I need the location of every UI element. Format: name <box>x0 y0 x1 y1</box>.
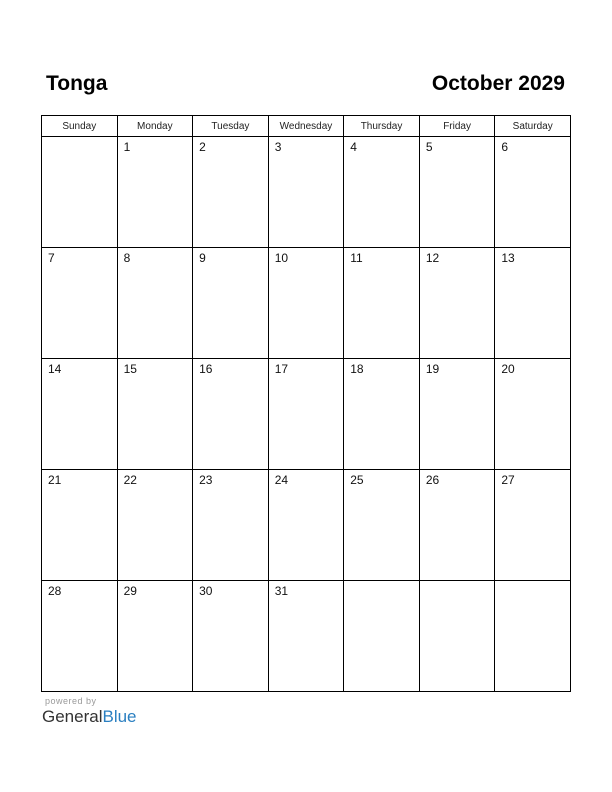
day-cell <box>344 470 420 581</box>
day-cell <box>42 359 118 470</box>
day-number <box>495 581 570 584</box>
day-cell <box>117 581 193 692</box>
day-cell <box>193 137 269 248</box>
day-number: 10 <box>274 251 289 265</box>
day-cell <box>419 581 495 692</box>
week-row <box>42 137 571 248</box>
weekday-header: Saturday <box>495 116 571 137</box>
day-number: 19 <box>425 362 440 376</box>
day-cell <box>495 359 571 470</box>
day-number: 1 <box>123 140 131 154</box>
day-number: 18 <box>350 362 364 376</box>
powered-by-text: powered by <box>45 696 97 706</box>
day-number: 21 <box>48 473 62 487</box>
day-cell <box>42 581 118 692</box>
day-number: 12 <box>425 251 440 265</box>
day-number: 13 <box>501 251 515 265</box>
day-number: 20 <box>501 362 515 376</box>
week-row <box>42 581 571 692</box>
day-cell <box>268 248 344 359</box>
day-number: 4 <box>350 140 357 154</box>
day-number: 17 <box>274 362 289 376</box>
day-number: 28 <box>48 584 62 598</box>
day-cell <box>117 470 193 581</box>
day-number: 25 <box>350 473 364 487</box>
day-number: 16 <box>199 362 213 376</box>
day-number: 31 <box>274 584 289 598</box>
country-title: Tonga <box>46 72 108 95</box>
day-number: 8 <box>123 251 131 265</box>
day-cell <box>495 137 571 248</box>
day-cell <box>495 470 571 581</box>
day-cell <box>193 581 269 692</box>
day-cell <box>495 248 571 359</box>
week-row <box>42 470 571 581</box>
weekday-header: Sunday <box>42 116 118 137</box>
day-number: 5 <box>425 140 433 154</box>
footer <box>42 696 137 727</box>
day-number: 7 <box>48 251 55 265</box>
day-cell <box>42 470 118 581</box>
weekday-header: Friday <box>419 116 495 137</box>
day-number <box>344 581 419 584</box>
day-number: 30 <box>199 584 213 598</box>
day-cell <box>419 137 495 248</box>
month-year-title: October 2029 <box>431 72 565 95</box>
day-number <box>42 137 117 140</box>
week-row <box>42 359 571 470</box>
weekday-header: Monday <box>117 116 193 137</box>
day-number: 11 <box>350 251 363 265</box>
day-cell <box>344 581 420 692</box>
day-number: 9 <box>199 251 206 265</box>
day-cell <box>268 470 344 581</box>
day-number: 6 <box>501 140 509 154</box>
day-number: 23 <box>199 473 213 487</box>
brand-general-text: General <box>42 707 103 726</box>
weekday-header: Tuesday <box>193 116 269 137</box>
day-number: 26 <box>425 473 440 487</box>
day-cell <box>344 248 420 359</box>
day-number: 15 <box>123 362 137 376</box>
day-cell <box>117 359 193 470</box>
day-cell <box>42 248 118 359</box>
day-cell <box>419 248 495 359</box>
day-cell <box>117 248 193 359</box>
calendar-grid <box>41 115 571 689</box>
week-row <box>42 248 571 359</box>
day-number: 24 <box>274 473 289 487</box>
brand-blue-text: Blue <box>102 707 137 726</box>
day-number <box>420 581 495 584</box>
day-cell <box>193 359 269 470</box>
day-number: 14 <box>48 362 62 376</box>
weekday-header: Thursday <box>344 116 420 137</box>
weekday-header-row <box>42 116 571 137</box>
day-cell <box>419 359 495 470</box>
day-number: 29 <box>123 584 137 598</box>
day-cell <box>344 359 420 470</box>
day-number: 3 <box>274 140 282 154</box>
day-number: 27 <box>501 473 515 487</box>
day-cell <box>268 581 344 692</box>
day-cell <box>117 137 193 248</box>
weekday-header: Wednesday <box>268 116 344 137</box>
day-cell <box>42 137 118 248</box>
day-number: 22 <box>123 473 137 487</box>
day-cell <box>193 248 269 359</box>
day-number: 2 <box>199 140 206 154</box>
day-cell <box>495 581 571 692</box>
generalblue-logo[interactable] <box>42 707 137 727</box>
day-cell <box>419 470 495 581</box>
day-cell <box>344 137 420 248</box>
day-cell <box>193 470 269 581</box>
day-cell <box>268 137 344 248</box>
day-cell <box>268 359 344 470</box>
